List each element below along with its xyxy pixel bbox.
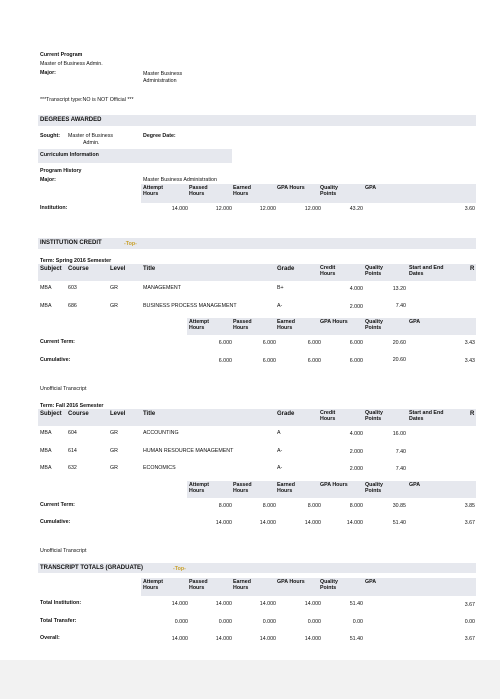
total-inst-attempt: 14.000 (171, 601, 188, 607)
total-inst-passed: 14.000 (215, 601, 232, 607)
course-quality: 16.00 (392, 431, 406, 437)
course-quality: 7.40 (395, 449, 406, 455)
col-quality-header: Quality Points (365, 319, 383, 331)
sought-value-line1: Master of Business (68, 133, 114, 139)
dates-header: Start and End Dates (409, 265, 444, 277)
course-grade: A- (277, 465, 283, 471)
major-label: Major: (40, 70, 56, 76)
course-quality: 13.20 (392, 286, 406, 292)
col-attempt-header: Attempt Hours (143, 579, 164, 591)
course-title: BUSINESS PROCESS MANAGEMENT (143, 303, 237, 309)
col-passed-header: Passed Hours (189, 185, 208, 197)
quality-header: Quality Points (365, 265, 383, 277)
col-gpa-hours-header: GPA Hours (320, 319, 348, 325)
overall-attempt: 14.000 (171, 636, 188, 642)
total-inst-gpa-hours: 14.000 (304, 601, 321, 607)
overall-passed: 14.000 (215, 636, 232, 642)
course-number: 632 (68, 465, 77, 471)
course-title: ECONOMICS (143, 465, 176, 471)
term2-current-gpa-hours: 8.000 (349, 503, 363, 509)
term2-current-quality: 30.85 (392, 503, 406, 509)
term2-cum-gpa-hours: 14.000 (346, 520, 363, 526)
term1-cum-attempt: 6.000 (218, 358, 232, 364)
col-quality-header: Quality Points (365, 482, 383, 494)
col-gpa-hours-header: GPA Hours (277, 185, 305, 191)
degree-gpa-hours: 12.000 (304, 206, 321, 212)
col-gpa-header: GPA (365, 185, 377, 191)
term1-cum-quality: 20.60 (392, 357, 406, 363)
term2-cum-passed: 14.000 (259, 520, 276, 526)
course-subject: MBA (40, 448, 52, 454)
history-major-value: Master Business Administration (143, 177, 217, 183)
col-attempt-header: Attempt Hours (143, 185, 164, 197)
overall-gpa-hours: 14.000 (304, 636, 321, 642)
institution-credit-bar (38, 238, 476, 249)
total-transfer-attempt: 0.000 (174, 619, 188, 625)
course-grade: A (277, 430, 281, 436)
course-title: MANAGEMENT (143, 285, 181, 291)
term1-current-earned: 6.000 (307, 340, 321, 346)
major-value-line1: Master Business (143, 71, 183, 77)
dates-header: Start and End Dates (409, 410, 444, 422)
term2-cum-gpa: 3.67 (464, 520, 475, 526)
col-earned-header: Earned Hours (277, 319, 295, 331)
course-level: GR (110, 303, 118, 309)
course-number: 604 (68, 430, 77, 436)
totals-heading: TRANSCRIPT TOTALS (GRADUATE) (40, 565, 143, 571)
sought-label: Sought: (40, 133, 61, 139)
term1-cumulative-label: Cumulative: (40, 357, 71, 363)
overall-quality: 51.40 (349, 636, 363, 642)
subject-header: Subject (40, 411, 62, 417)
degree-gpa: 3.60 (464, 206, 475, 212)
credit-header: Credit Hours (320, 265, 336, 277)
term1-current-gpa: 3.43 (464, 340, 475, 346)
total-inst-gpa: 3.67 (464, 602, 475, 608)
grade-header: Grade (277, 411, 295, 417)
total-inst-earned: 14.000 (259, 601, 276, 607)
level-header: Level (110, 266, 126, 272)
r-header: R (470, 411, 475, 417)
current-program-value: Master of Business Admin. (40, 61, 103, 67)
course-header: Course (68, 266, 89, 272)
current-program-label: Current Program (40, 52, 83, 58)
degree-attempt: 14.000 (171, 206, 188, 212)
title-header: Title (143, 411, 156, 417)
col-gpa-header: GPA (365, 579, 377, 585)
total-transfer-label: Total Transfer: (40, 618, 77, 624)
course-number: 603 (68, 285, 77, 291)
course-number: 614 (68, 448, 77, 454)
course-grade: B+ (277, 285, 284, 291)
degree-quality: 43.20 (349, 206, 363, 212)
term2-current-term-label: Current Term: (40, 502, 75, 508)
col-quality-header: Quality Points (320, 579, 338, 591)
unofficial-transcript-1: Unofficial Transcript (40, 386, 87, 392)
term1-cum-gpa-hours: 6.000 (349, 358, 363, 364)
col-attempt-header: Attempt Hours (189, 482, 210, 494)
total-transfer-passed: 0.000 (218, 619, 232, 625)
term1-label: Term: Spring 2016 Semester (40, 258, 112, 264)
term2-cumulative-label: Cumulative: (40, 519, 71, 525)
term2-label: Term: Fall 2016 Semester (40, 403, 104, 409)
course-grade: A- (277, 303, 283, 309)
course-credit: 2.000 (349, 449, 363, 455)
course-credit: 2.000 (349, 304, 363, 310)
top-link-2[interactable]: -Top- (173, 566, 186, 572)
total-transfer-earned: 0.000 (262, 619, 276, 625)
overall-gpa: 3.67 (464, 636, 475, 642)
total-inst-quality: 51.40 (349, 601, 363, 607)
degree-date-label: Degree Date: (143, 133, 176, 139)
course-title: ACCOUNTING (143, 430, 179, 436)
term1-current-term-label: Current Term: (40, 339, 75, 345)
course-level: GR (110, 430, 118, 436)
sought-value-line2: Admin. (83, 140, 100, 146)
term2-current-attempt: 8.000 (218, 503, 232, 509)
col-passed-header: Passed Hours (189, 579, 208, 591)
degree-earned: 12.000 (259, 206, 276, 212)
term1-cum-earned: 6.000 (307, 358, 321, 364)
term2-cum-attempt: 14.000 (215, 520, 232, 526)
title-header: Title (143, 266, 156, 272)
term2-cum-quality: 51.40 (392, 520, 406, 526)
course-level: GR (110, 465, 118, 471)
course-grade: A- (277, 448, 283, 454)
course-subject: MBA (40, 303, 52, 309)
degrees-awarded-bar (38, 115, 476, 126)
term2-cum-earned: 14.000 (304, 520, 321, 526)
grade-header: Grade (277, 266, 295, 272)
total-transfer-gpa-hours: 0.000 (307, 619, 321, 625)
col-earned-header: Earned Hours (277, 482, 295, 494)
col-gpa-header: GPA (409, 482, 421, 488)
top-link-1[interactable]: -Top- (124, 241, 137, 247)
course-subject: MBA (40, 430, 52, 436)
term2-current-earned: 8.000 (307, 503, 321, 509)
page-bottom-margin (0, 660, 500, 699)
course-level: GR (110, 285, 118, 291)
term1-current-passed: 6.000 (262, 340, 276, 346)
institution-label: Institution: (40, 205, 68, 211)
col-passed-header: Passed Hours (233, 482, 252, 494)
col-attempt-header: Attempt Hours (189, 319, 210, 331)
course-header: Course (68, 411, 89, 417)
col-quality-header: Quality Points (320, 185, 338, 197)
course-quality: 7.40 (395, 303, 406, 309)
course-subject: MBA (40, 465, 52, 471)
term1-current-gpa-hours: 6.000 (349, 340, 363, 346)
course-subject: MBA (40, 285, 52, 291)
total-transfer-quality: 0.00 (352, 619, 363, 625)
term2-current-passed: 8.000 (262, 503, 276, 509)
col-gpa-hours-header: GPA Hours (320, 482, 348, 488)
course-number: 686 (68, 303, 77, 309)
r-header: R (470, 266, 475, 272)
term1-cum-gpa: 3.43 (464, 358, 475, 364)
subject-header: Subject (40, 266, 62, 272)
col-passed-header: Passed Hours (233, 319, 252, 331)
transcript-type-note: ***Transcript type:NO is NOT Official *** (40, 97, 134, 103)
total-transfer-gpa: 0.00 (464, 619, 475, 625)
course-title: HUMAN RESOURCE MANAGEMENT (143, 448, 234, 454)
major-value-line2: Administration (143, 78, 177, 84)
col-gpa-header: GPA (409, 319, 421, 325)
credit-header: Credit Hours (320, 410, 336, 422)
term1-current-quality: 20.60 (392, 340, 406, 346)
degree-passed: 12.000 (215, 206, 232, 212)
history-major-label: Major: (40, 177, 56, 183)
term2-current-gpa: 3.85 (464, 503, 475, 509)
degrees-awarded-heading: DEGREES AWARDED (40, 117, 102, 123)
unofficial-transcript-2: Unofficial Transcript (40, 548, 87, 554)
col-earned-header: Earned Hours (233, 579, 251, 591)
institution-credit-heading: INSTITUTION CREDIT (40, 240, 102, 246)
overall-earned: 14.000 (259, 636, 276, 642)
quality-header: Quality Points (365, 410, 383, 422)
term1-cum-passed: 6.000 (262, 358, 276, 364)
level-header: Level (110, 411, 126, 417)
course-credit: 4.000 (349, 286, 363, 292)
overall-label: Overall: (40, 635, 60, 641)
course-level: GR (110, 448, 118, 454)
total-institution-label: Total Institution: (40, 600, 82, 606)
curriculum-label: Curriculum Information (40, 152, 99, 158)
course-credit: 2.000 (349, 466, 363, 472)
course-credit: 4.000 (349, 431, 363, 437)
course-quality: 7.40 (395, 466, 406, 472)
col-earned-header: Earned Hours (233, 185, 251, 197)
program-history-label: Program History (40, 168, 82, 174)
col-gpa-hours-header: GPA Hours (277, 579, 305, 585)
term1-current-attempt: 6.000 (218, 340, 232, 346)
